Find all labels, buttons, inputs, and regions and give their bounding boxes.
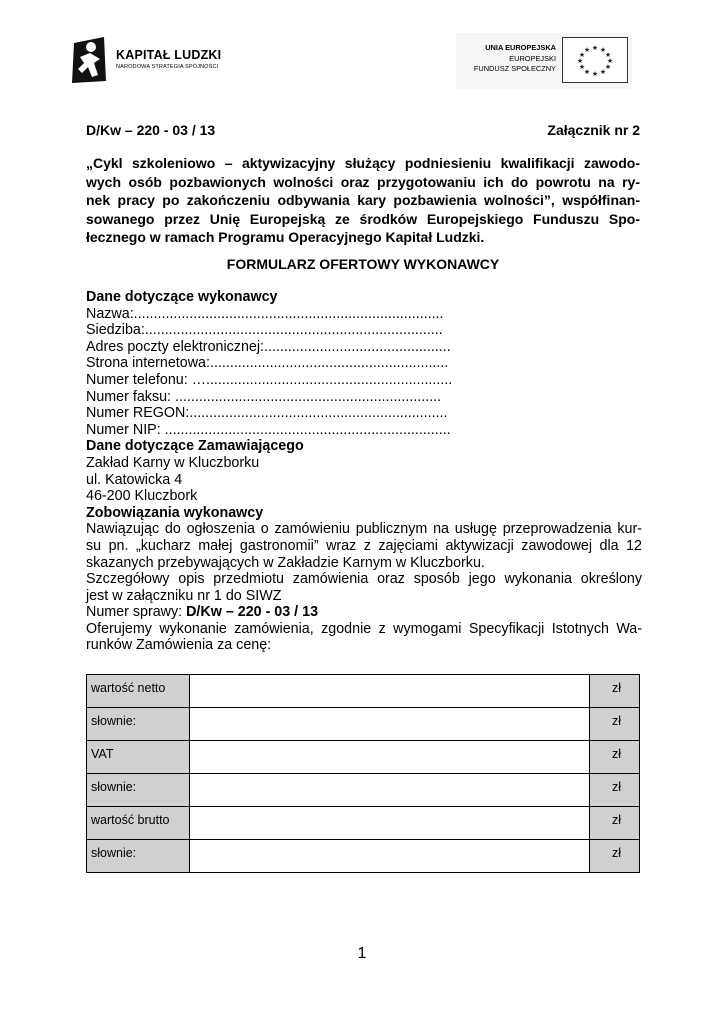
- price-label: wartość netto: [87, 675, 190, 708]
- contractor-heading: Dane dotyczące wykonawcy: [86, 289, 278, 305]
- price-table: [86, 674, 640, 873]
- svg-text:★: ★: [591, 44, 599, 52]
- price-label: słownie:: [87, 774, 190, 807]
- contractor-name-field[interactable]: Nazwa:..............................................................................: [86, 305, 444, 322]
- kapital-ludzki-emblem-icon: [68, 33, 110, 85]
- intro-line: sowanego przez Unię Europejską ze środków Europejskiego Funduszu Spo-: [86, 210, 640, 227]
- obligations-line: su pn. „kucharz małej gastronomii” wraz z zajęciami aktywizacji zawodowej dla 12: [86, 537, 642, 554]
- price-value-cell[interactable]: [190, 708, 590, 741]
- offer-line: runków Zamówienia za cenę:: [86, 637, 272, 654]
- price-value-cell[interactable]: [190, 741, 590, 774]
- intro-line: łecznego w ramach Programu Operacyjnego Kapitał Ludzki.: [86, 229, 485, 246]
- reference-row: [86, 122, 640, 138]
- table-row: [87, 741, 640, 774]
- svg-text:★: ★: [583, 68, 591, 76]
- project-description: [86, 154, 640, 247]
- price-value-cell[interactable]: [190, 675, 590, 708]
- contractor-nip-field[interactable]: Numer NIP: ........................................................................: [86, 421, 451, 438]
- svg-text:★: ★: [604, 63, 612, 71]
- svg-text:★: ★: [599, 46, 607, 54]
- currency-label: zł: [590, 807, 640, 840]
- svg-text:★: ★: [583, 46, 591, 54]
- price-value-cell[interactable]: [190, 807, 590, 840]
- form-body: [86, 289, 642, 654]
- document-reference: D/Kw – 220 - 03 / 13: [86, 122, 216, 138]
- currency-label: zł: [590, 675, 640, 708]
- svg-text:★: ★: [578, 51, 586, 59]
- table-row: [87, 840, 640, 873]
- svg-text:★: ★: [591, 70, 599, 78]
- currency-label: zł: [590, 840, 640, 873]
- price-value-cell[interactable]: [190, 840, 590, 873]
- obligations-line: Szczegółowy opis przedmiotu zamówienia oraz sposób jego wykonania określony: [86, 571, 642, 588]
- currency-label: zł: [590, 741, 640, 774]
- svg-text:★: ★: [604, 51, 612, 59]
- eu-logo-line1: UNIA EUROPEJSKA: [485, 43, 556, 52]
- price-label: słownie:: [87, 840, 190, 873]
- obligations-heading: Zobowiązania wykonawcy: [86, 504, 264, 521]
- currency-label: zł: [590, 774, 640, 807]
- case-number: D/Kw – 220 - 03 / 13: [186, 604, 319, 621]
- eu-logo-line3: FUNDUSZ SPOŁECZNY: [473, 64, 556, 73]
- svg-text:★: ★: [599, 68, 607, 76]
- eu-flag-icon: [562, 37, 628, 83]
- table-row: [87, 675, 640, 708]
- attachment-label: Załącznik nr 2: [547, 122, 640, 138]
- table-row: [87, 774, 640, 807]
- price-label: słownie:: [87, 708, 190, 741]
- contractor-phone-field[interactable]: Numer telefonu: …..............................................................: [86, 371, 453, 388]
- contractor-regon-field[interactable]: Numer REGON:.................................................................: [86, 405, 448, 422]
- obligations-line: jest w załączniku nr 1 do SIWZ: [86, 587, 282, 604]
- case-number-label: Numer sprawy:: [86, 604, 187, 621]
- case-number-line: [86, 604, 642, 621]
- intro-line: wych osób pozbawionych wolności oraz przygotowaniu ich do powrotu na ry-: [86, 173, 640, 190]
- page-number: 1: [357, 945, 367, 962]
- client-street: ul. Katowicka 4: [86, 471, 183, 488]
- logo-subtitle: NARODOWA STRATEGIA SPÓJNOŚCI: [116, 64, 219, 70]
- price-label: VAT: [87, 741, 190, 774]
- table-row: [87, 807, 640, 840]
- svg-text:★: ★: [606, 57, 614, 65]
- price-label: wartość brutto: [87, 807, 190, 840]
- kapital-ludzki-logo: [68, 28, 240, 90]
- contractor-website-field[interactable]: Strona internetowa:............................................................: [86, 355, 449, 372]
- form-title: FORMULARZ OFERTOWY WYKONAWCY: [226, 256, 500, 272]
- client-name: Zakład Karny w Kluczborku: [86, 454, 260, 471]
- intro-line: nek pracy po zakończeniu odbywania kary pozbawienia wolności”, współfinan-: [86, 192, 640, 209]
- price-value-cell[interactable]: [190, 774, 590, 807]
- eu-logo-line2: EUROPEJSKI: [509, 53, 556, 63]
- currency-label: zł: [590, 708, 640, 741]
- obligations-line: skazanych przebywających w Zakładzie Karnym w Kluczborku.: [86, 554, 485, 571]
- logo-title: KAPITAŁ LUDZKI: [116, 48, 222, 62]
- eu-logo: [456, 33, 632, 89]
- client-city: 46-200 Kluczbork: [86, 488, 198, 505]
- client-heading: Dane dotyczące Zamawiającego: [86, 438, 304, 455]
- contractor-fax-field[interactable]: Numer faksu: ...................................................................: [86, 388, 442, 405]
- offer-line: Oferujemy wykonanie zamówienia, zgodnie z wymogami Specyfikacji Istotnych Wa-: [86, 620, 642, 637]
- intro-line: „Cykl szkoleniowo – aktywizacyjny służący podniesieniu kwalifikacji zawodo-: [86, 155, 640, 171]
- obligations-line: Nawiązując do ogłoszenia o zamówieniu publicznym na usługę przeprowadzenia kur-: [86, 521, 642, 538]
- svg-text:★: ★: [576, 57, 584, 65]
- contractor-email-field[interactable]: Adres poczty elektronicznej:...............................................: [86, 338, 451, 355]
- svg-text:★: ★: [578, 63, 586, 71]
- contractor-address-field[interactable]: Siedziba:...........................................................................: [86, 322, 443, 339]
- table-row: [87, 708, 640, 741]
